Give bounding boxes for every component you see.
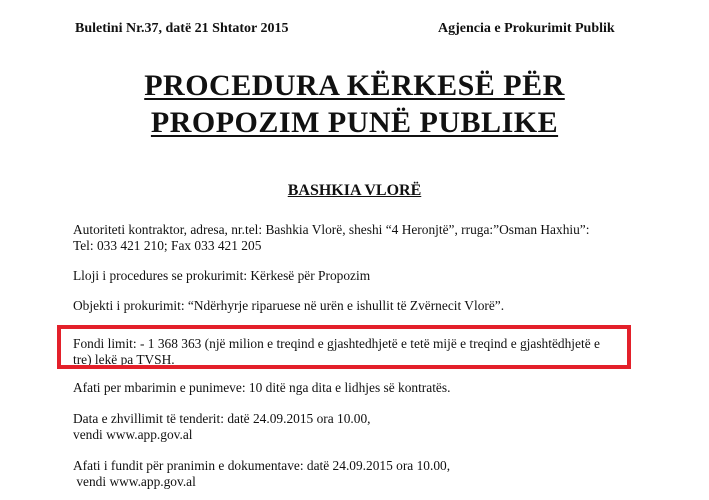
tender-date-line: Data e zhvillimit të tenderit: datë 24.09.2015 ora 10.00, — [73, 411, 371, 426]
fund-limit-line-2: tre) lekë pa TVSH. — [73, 351, 175, 367]
procurement-object-paragraph: Objekti i prokurimit: “Ndërhyrje riparuese në urën e ishullit të Zvërnecit Vlorë”. — [73, 298, 505, 313]
agency-header: Agjencia e Prokurimit Publik — [438, 21, 615, 36]
submission-date-line: Afati i fundit për pranimin e dokumentave: datë 24.09.2015 ora 10.00, — [73, 458, 451, 473]
tender-venue-line: vendi www.app.gov.al — [73, 426, 193, 442]
procedure-type-paragraph: Lloji i procedures se prokurimit: Kërkesë për Propozim — [73, 268, 371, 283]
authority-address-line: Autoriteti kontraktor, adresa, nr.tel: Bashkia Vlorë, sheshi “4 Heronjtë”, rruga:”Osman Haxhiu”: — [73, 222, 590, 237]
completion-deadline-paragraph: Afati per mbarimin e punimeve: 10 ditë nga dita e lidhjes së kontratës. — [73, 380, 451, 395]
fund-limit-line-1: Fondi limit: - 1 368 363 (një milion e treqind e gjashtedhjetë e tetë mijë e treqind e gjashtëdhjetë e — [73, 336, 600, 351]
bulletin-header: Buletini Nr.37, datë 21 Shtator 2015 — [75, 21, 289, 36]
fund-limit-highlight-box — [57, 325, 631, 369]
authority-phone-line: Tel: 033 421 210; Fax 033 421 205 — [73, 237, 262, 253]
document-title-line-2: PROPOZIM PUNË PUBLIKE — [150, 106, 559, 139]
submission-deadline-paragraph — [73, 458, 633, 489]
document-title-line-1: PROCEDURA KËRKESË PËR — [144, 69, 565, 102]
authority-heading: BASHKIA VLORË — [287, 182, 422, 199]
tender-date-paragraph — [73, 411, 633, 442]
submission-venue-line: vendi www.app.gov.al — [73, 473, 196, 489]
contracting-authority-paragraph — [73, 222, 633, 253]
